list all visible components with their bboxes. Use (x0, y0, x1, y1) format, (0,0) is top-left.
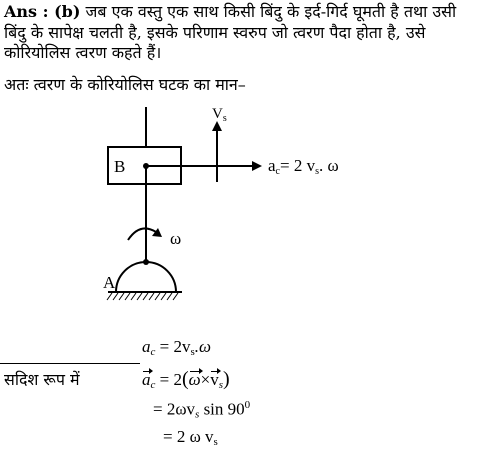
label-vs: $V_s$ (212, 106, 227, 124)
ac-arrowhead (252, 161, 262, 171)
omega-arrowhead (152, 228, 162, 237)
vector-form-label: सदिश रूप में (4, 370, 80, 389)
vs-arrowhead (212, 121, 222, 131)
intro-line: अतः त्वरण के कोरियोलिस घटक का मान– (4, 75, 246, 94)
label-omega: ω (170, 229, 182, 248)
equation-1: $a_c = 2v_s.\omega$ (142, 337, 212, 358)
label-A: A (103, 273, 116, 292)
ground-hatch (107, 293, 178, 300)
equation-3: = $2\omega v_s$ $\sin 90^0$ (153, 399, 251, 421)
label-ac: ac= 2 vs. ω (268, 156, 339, 177)
answer-prefix: Ans : (b) (4, 2, 81, 21)
answer-text: जब एक वस्तु एक साथ किसी बिंदु के इर्द-गिर्द घूमती है तथा उसी बिंदु के सापेक्ष चलती है, इसके परिणाम स्वरुप जो त्वरण पैदा होता है, उसे कोरियोलिस त्वरण कहते हैं। (4, 2, 457, 62)
base-arc (116, 262, 176, 292)
pivot-A (143, 259, 149, 265)
divider-line (0, 363, 140, 364)
label-B: B (114, 157, 126, 176)
omega-arc (128, 228, 156, 240)
equation-4: = 2 ω $v_s$ (163, 427, 218, 448)
equation-2: $a_c = 2(\omega\times v_s)$ (142, 368, 230, 391)
